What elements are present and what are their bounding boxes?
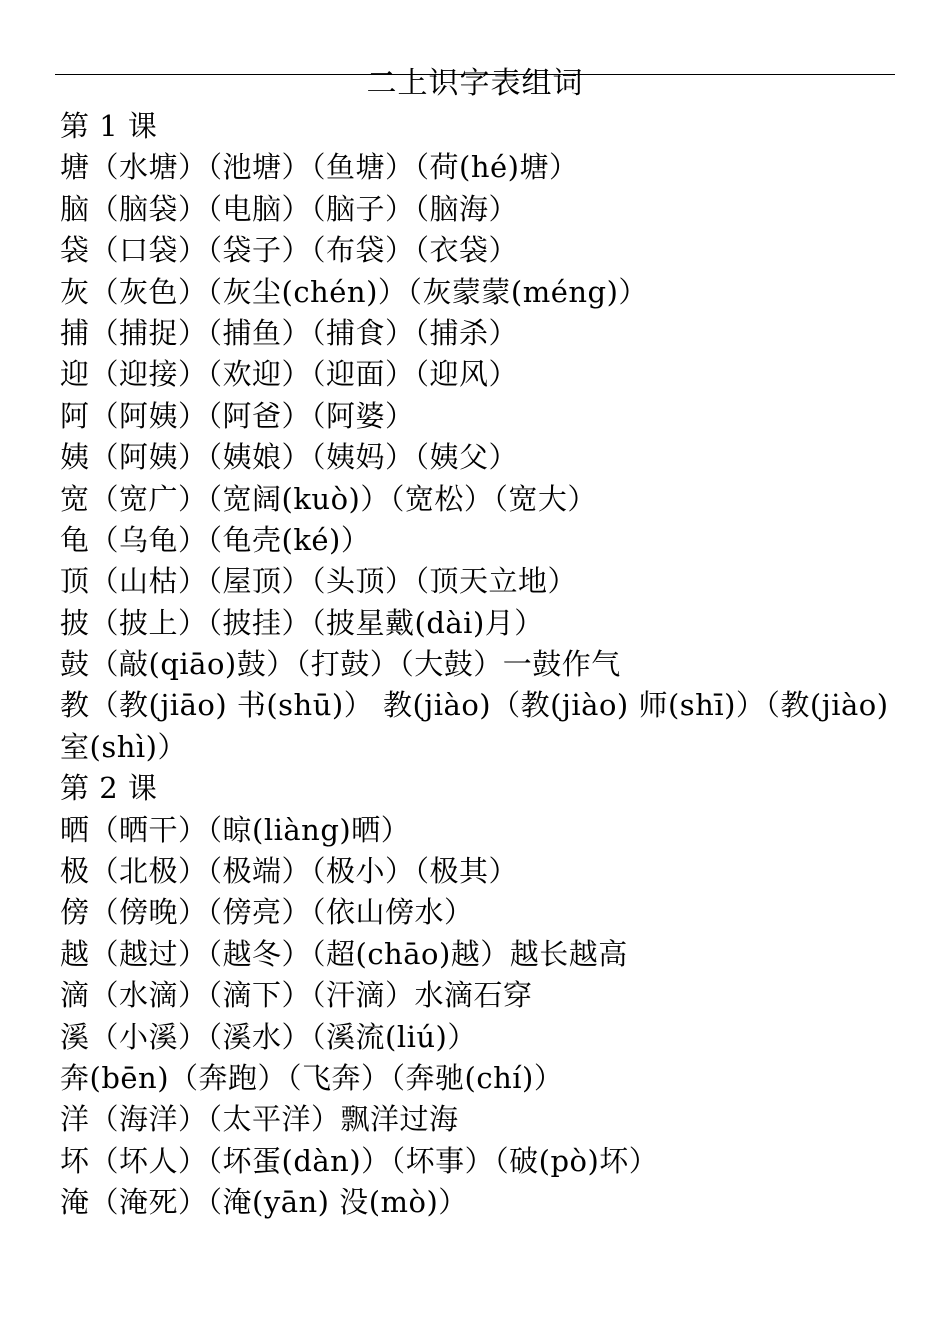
word-group-line: 袋（口袋）（袋子）（布袋）（衣袋） xyxy=(60,233,519,268)
word-group-line: 捕（捕捉）（捕鱼）（捕食）（捕杀） xyxy=(60,315,519,350)
word-group-line: 滴（水滴）（滴下）（汗滴）水滴石穿 xyxy=(60,978,533,1013)
word-group-line: 傍（傍晚）（傍亮）（依山傍水） xyxy=(60,895,474,930)
word-group-line: 晒（晒干）（晾(liàng)晒） xyxy=(60,812,411,847)
word-group-line: 灰（灰色）（灰尘(chén)）（灰蒙蒙(méng)） xyxy=(60,274,648,309)
word-group-line: 宽（宽广）（宽阔(kuò)）（宽松）（宽大） xyxy=(60,481,597,516)
word-group-line: 塘（水塘）（池塘）（鱼塘）（荷(hé)塘） xyxy=(60,150,579,185)
word-group-line: 鼓（敲(qiāo)鼓）（打鼓）（大鼓）一鼓作气 xyxy=(60,647,621,682)
word-group-line: 阿（阿姨）（阿爸）（阿婆） xyxy=(60,398,415,433)
word-group-line: 淹（淹死）（淹(yān) 没(mò)） xyxy=(60,1185,468,1220)
lesson-heading: 第 1 课 xyxy=(60,109,158,143)
word-group-line: 脑（脑袋）（电脑）（脑子）（脑海） xyxy=(60,191,519,226)
word-group-line: 姨（阿姨）（姨娘）（姨妈）（姨父） xyxy=(60,440,519,475)
lesson-heading: 第 2 课 xyxy=(60,771,158,806)
word-group-line: 龟（乌龟）（龟壳(ké)） xyxy=(60,522,371,557)
document-title: 二上识字表组词 xyxy=(366,66,584,101)
word-group-line: 越（越过）（越冬）（超(chāo)越）越长越高 xyxy=(60,936,628,971)
word-group-line: 教（教(jiāo) 书(shū)） 教(jiào)（教(jiào) 师(shī)）（教(jiào) xyxy=(60,688,889,723)
word-group-line: 顶（山枯）（屋顶）（头顶）（顶天立地） xyxy=(60,564,578,599)
word-group-line: 溪（小溪）（溪水）（溪流(liú)） xyxy=(60,1019,477,1054)
word-group-line: 披（披上）（披挂）（披星戴(dài)月） xyxy=(60,605,544,640)
word-group-line: 洋（海洋）（太平洋）飘洋过海 xyxy=(60,1102,459,1137)
word-group-line: 坏（坏人）（坏蛋(dàn)）（坏事）（破(pò)坏） xyxy=(60,1143,659,1178)
document-body xyxy=(60,106,898,1224)
word-group-line: 极（北极）（极端）（极小）（极其） xyxy=(60,854,519,889)
word-group-line-continued: 室(shì)） xyxy=(60,729,187,764)
word-group-line: 奔(bēn)（奔跑）（飞奔）（奔驰(chí)） xyxy=(60,1060,564,1095)
word-group-line: 迎（迎接）（欢迎）（迎面）（迎风） xyxy=(60,357,519,392)
